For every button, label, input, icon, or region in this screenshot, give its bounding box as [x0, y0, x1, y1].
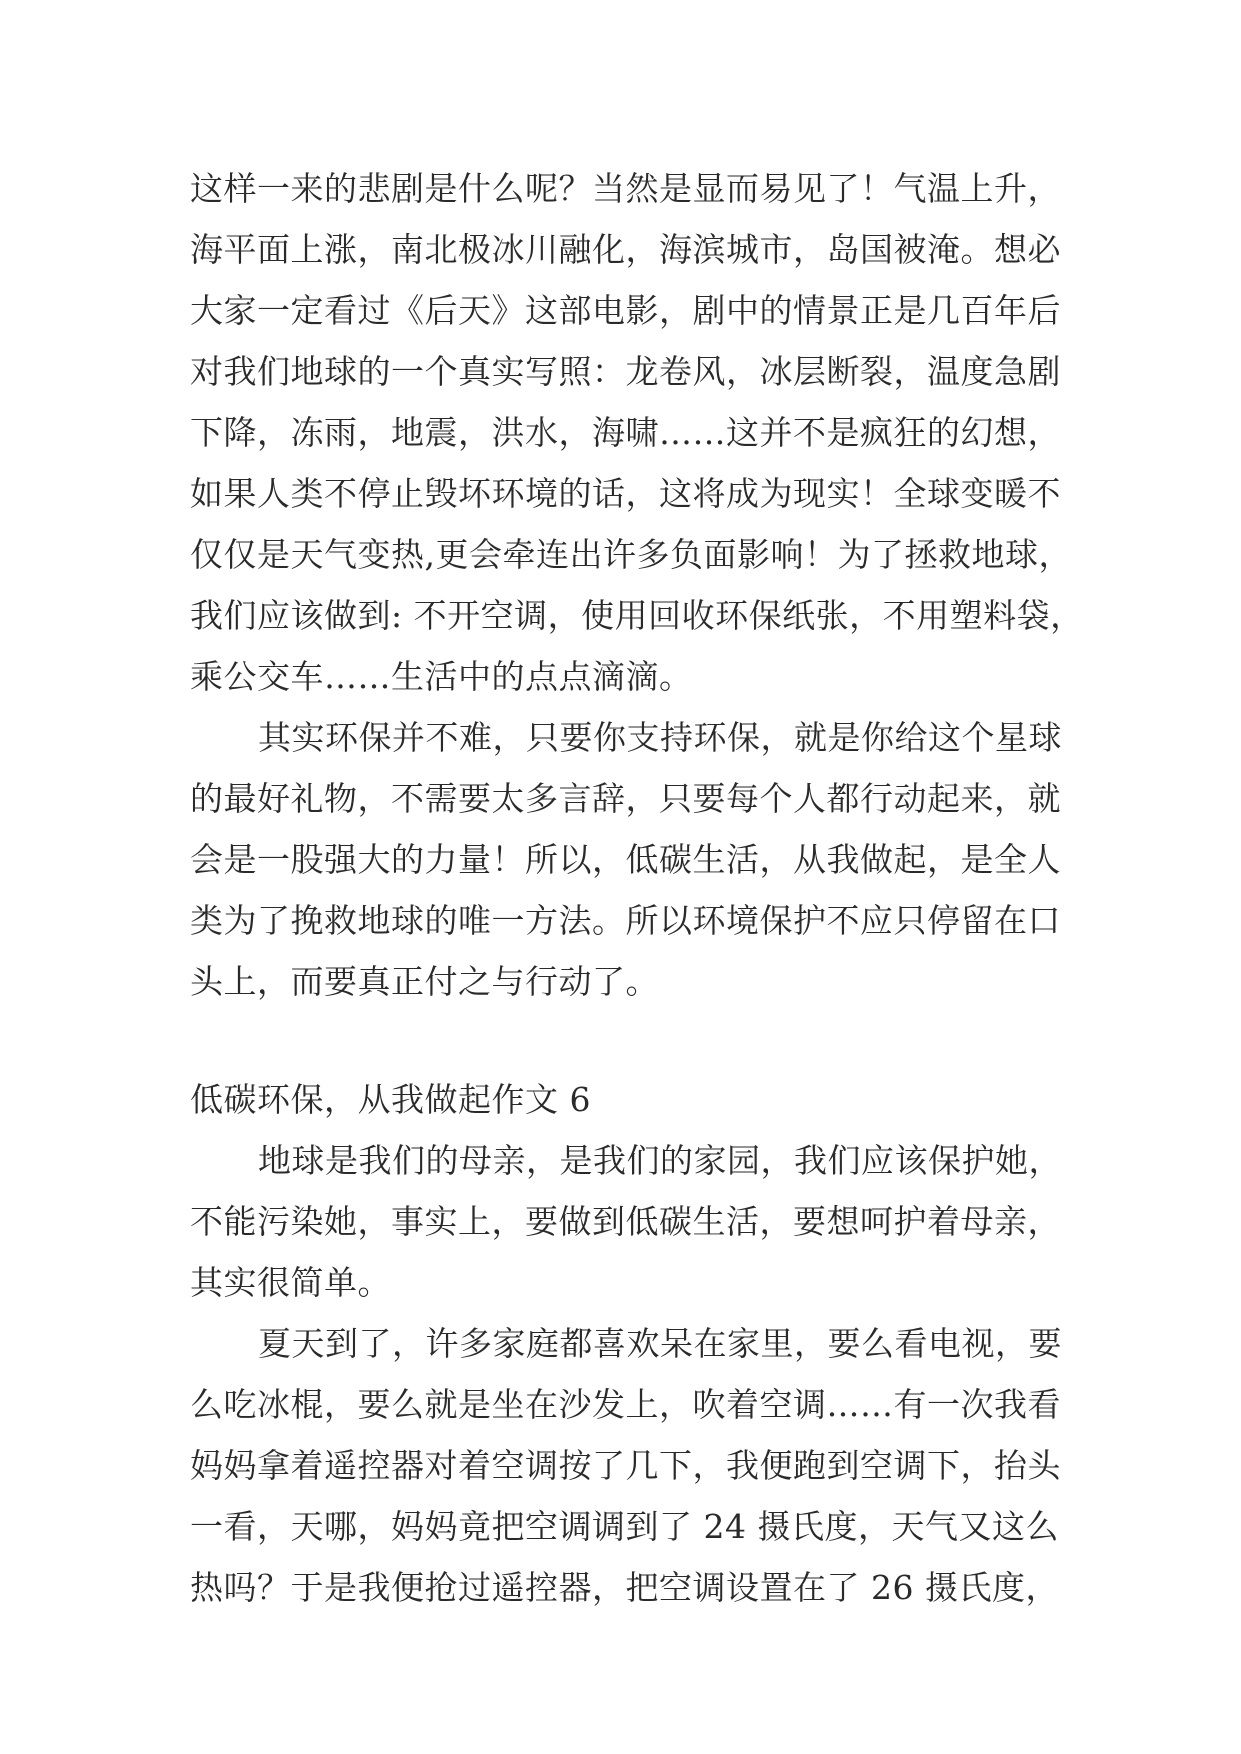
paragraph-summer — [190, 1313, 1060, 1618]
document-body — [190, 158, 1084, 1618]
text-line: 妈妈拿着遥控器对着空调按了几下，我便跑到空调下，抬头 — [190, 1446, 1061, 1485]
paragraph-intro — [190, 1130, 1060, 1313]
text-line: 夏天到了，许多家庭都喜欢呆在家里，要么看电视，要 — [258, 1324, 1062, 1363]
text-line: 仅仅是天气变热,更会牵连出许多负面影响！为了拯救地球， — [190, 535, 1072, 574]
text-line: 一看，天哪，妈妈竟把空调调到了 24 摄氏度，天气又这么 — [190, 1507, 1059, 1546]
text-line: 地球是我们的母亲，是我们的家园，我们应该保护她， — [258, 1141, 1062, 1180]
text-line: 我们应该做到: 不开空调，使用回收环保纸张，不用塑料袋， — [190, 596, 1084, 635]
paragraph-conclusion — [190, 707, 1060, 1012]
paragraph-continuation — [190, 158, 1084, 707]
text-line: 其实环保并不难，只要你支持环保，就是你给这个星球 — [258, 718, 1062, 757]
text-line: 类为了挽救地球的唯一方法。所以环境保护不应只停留在口 — [190, 901, 1061, 940]
text-line: 头上，而要真正付之与行动了。 — [190, 962, 659, 1001]
text-line: 对我们地球的一个真实写照：龙卷风，冰层断裂，温度急剧 — [190, 352, 1061, 391]
text-line: 这样一来的悲剧是什么呢？当然是显而易见了！气温上升， — [190, 169, 1061, 208]
text-line: 其实很简单。 — [190, 1263, 391, 1302]
text-line: 么吃冰棍，要么就是坐在沙发上，吹着空调……有一次我看 — [190, 1385, 1061, 1424]
text-line: 的最好礼物，不需要太多言辞，只要每个人都行动起来，就 — [190, 779, 1061, 818]
text-line: 海平面上涨，南北极冰川融化，海滨城市，岛国被淹。想必 — [190, 230, 1061, 269]
text-line: 如果人类不停止毁坏环境的话，这将成为现实！全球变暖不 — [190, 474, 1061, 513]
text-line: 大家一定看过《后天》这部电影，剧中的情景正是几百年后 — [190, 291, 1061, 330]
section-heading: 低碳环保，从我做起作文 6 — [190, 1080, 591, 1119]
text-line: 不能污染她，事实上，要做到低碳生活，要想呵护着母亲， — [190, 1202, 1061, 1241]
section-gap — [190, 1012, 1060, 1069]
text-line: 会是一股强大的力量！所以，低碳生活，从我做起，是全人 — [190, 840, 1061, 879]
text-line: 热吗？于是我便抢过遥控器，把空调设置在了 26 摄氏度， — [190, 1568, 1059, 1607]
text-line: 下降，冻雨，地震，洪水，海啸……这并不是疯狂的幻想， — [190, 413, 1061, 452]
text-line: 乘公交车……生活中的点点滴滴。 — [190, 657, 693, 696]
